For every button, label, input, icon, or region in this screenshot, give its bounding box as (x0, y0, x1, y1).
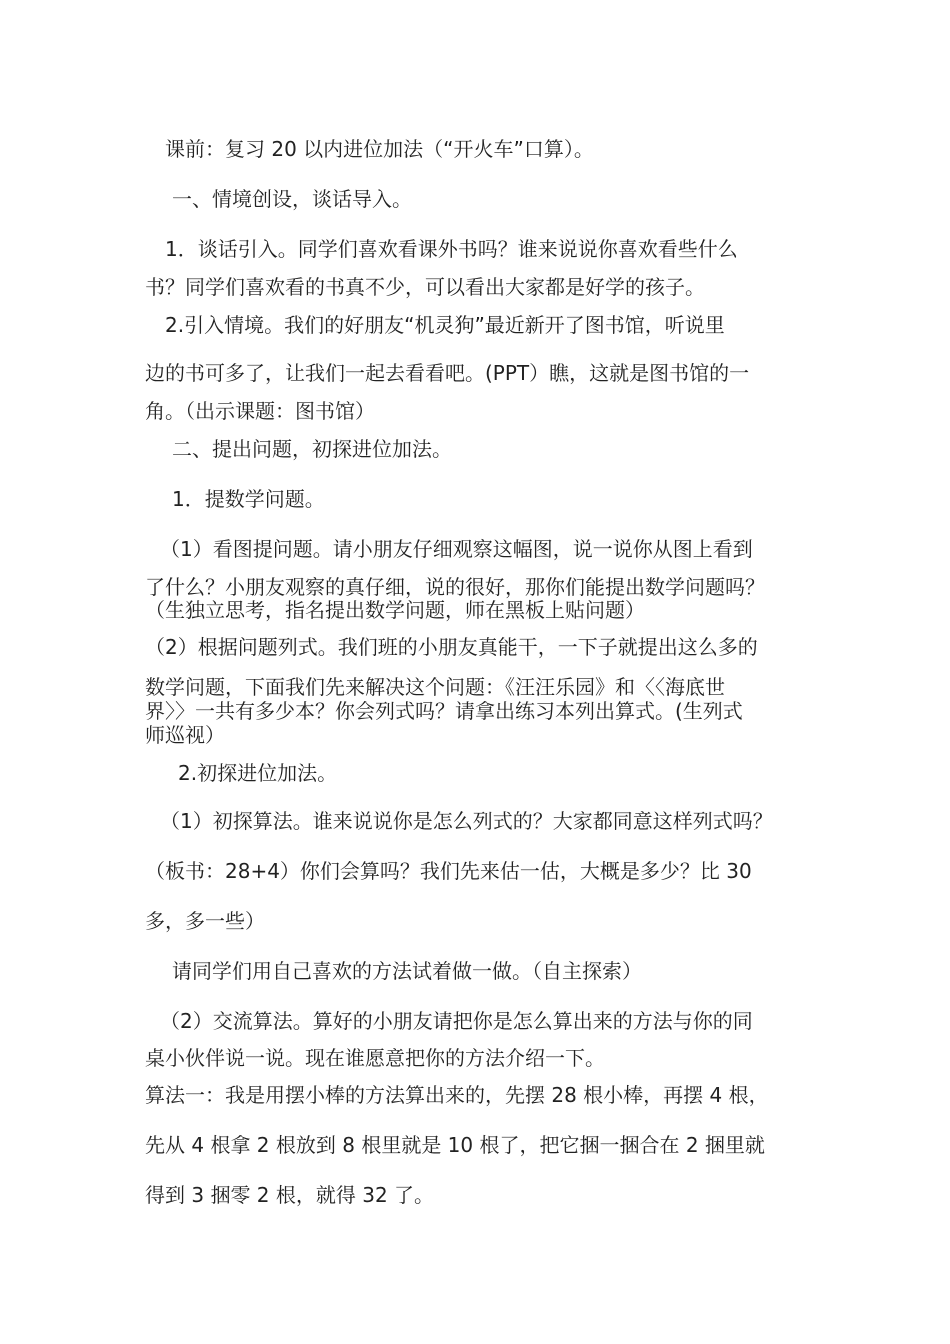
line-observe-2: 了什么？小朋友观察的真仔细，说的很好，那你们能提出数学问题吗？ (145, 575, 765, 599)
line-method-one-2: 先从 4 根拿 2 根放到 8 根里就是 10 根了，把它捆一捆合在 2 捆里就 (145, 1133, 765, 1157)
subheading-carry-addition: 2.初探进位加法。 (178, 761, 338, 785)
line-exchange-1: （2）交流算法。算好的小朋友请把你是怎么算出来的方法与你的同 (160, 1009, 753, 1033)
line-algorithm-3: 多，多一些） (145, 909, 265, 933)
line-exchange-2: 桌小伙伴说一说。现在谁愿意把你的方法介绍一下。 (145, 1046, 605, 1070)
section-heading-2: 二、提出问题，初探进位加法。 (172, 437, 452, 461)
line-scene-intro-3: 角。（出示课题：图书馆） (145, 399, 375, 423)
subheading-math-questions: 1．提数学问题。 (172, 487, 325, 511)
line-equation-3: 界〉〉一共有多少本？你会列式吗？请拿出练习本列出算式。(生列式 (145, 699, 743, 723)
line-observe-1: （1）看图提问题。请小朋友仔细观察这幅图，说一说你从图上看到 (160, 537, 753, 561)
line-observe-3: （生独立思考，指名提出数学问题，师在黑板上贴问题） (145, 598, 645, 622)
line-equation-2: 数学问题，下面我们先来解决这个问题：《汪汪乐园》和〈〈海底世 (145, 675, 725, 699)
line-algorithm-1: （1）初探算法。谁来说说你是怎么列式的？大家都同意这样列式吗？ (160, 809, 773, 833)
line-scene-intro-1: 2.引入情境。我们的好朋友“机灵狗”最近新开了图书馆，听说里 (165, 313, 725, 337)
line-equation-4: 师巡视） (145, 723, 225, 747)
line-scene-intro-2: 边的书可多了，让我们一起去看看吧。(PPT）瞧，这就是图书馆的一 (145, 361, 750, 385)
section-heading-1: 一、情境创设，谈话导入。 (172, 187, 412, 211)
line-self-explore: 请同学们用自己喜欢的方法试着做一做。（自主探索） (172, 959, 642, 983)
line-equation-1: （2）根据问题列式。我们班的小朋友真能干，一下子就提出这么多的 (145, 635, 758, 659)
line-method-one-3: 得到 3 捆零 2 根，就得 32 了。 (145, 1183, 435, 1207)
line-talk-intro-1: 1．谈话引入。同学们喜欢看课外书吗？谁来说说你喜欢看些什么 (165, 237, 738, 261)
line-pre-class-review: 课前：复习 20 以内进位加法（“开火车”口算）。 (165, 137, 594, 161)
line-talk-intro-2: 书？同学们喜欢看的书真不少，可以看出大家都是好学的孩子。 (145, 275, 705, 299)
line-method-one-1: 算法一：我是用摆小棒的方法算出来的，先摆 28 根小棒，再摆 4 根， (145, 1083, 769, 1107)
line-algorithm-2: （板书：28+4）你们会算吗？我们先来估一估，大概是多少？比 30 (145, 859, 752, 883)
